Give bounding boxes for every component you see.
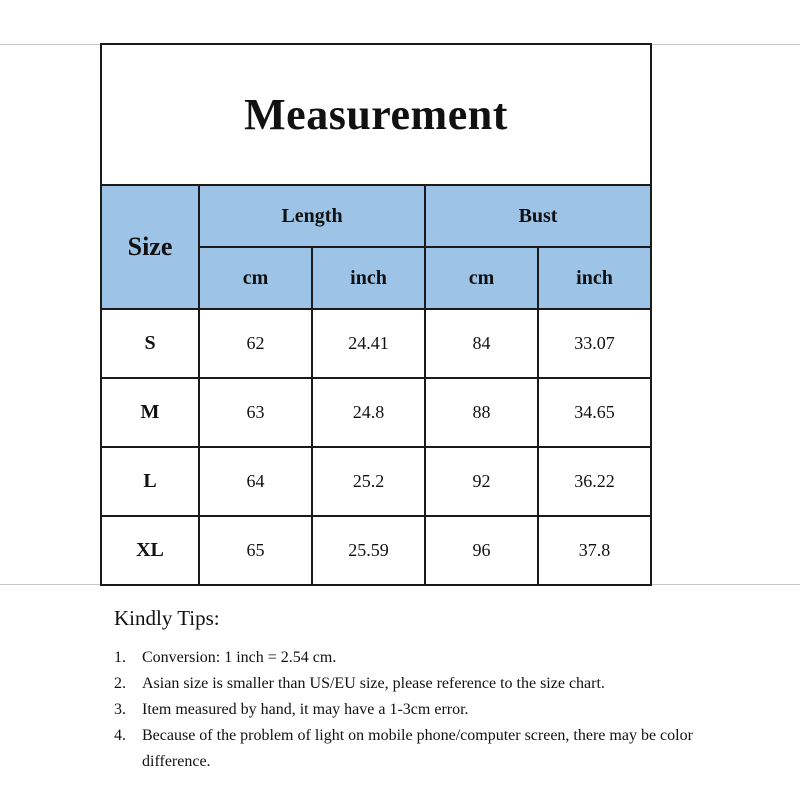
length-inch-cell: 24.41 (312, 309, 425, 378)
tips-title: Kindly Tips: (114, 606, 220, 630)
list-item (114, 697, 764, 723)
list-item (114, 645, 764, 671)
table-row (101, 516, 651, 585)
length-inch-header: inch (312, 247, 425, 309)
list-item (114, 723, 764, 775)
kindly-tips (114, 606, 764, 775)
table-title: Measurement (101, 44, 651, 185)
size-cell: L (101, 447, 199, 516)
bust-cm-cell: 96 (425, 516, 538, 585)
list-item-number: 3. (114, 701, 126, 718)
bust-inch-header: inch (538, 247, 651, 309)
table-row (101, 309, 651, 378)
size-chart-table (100, 43, 652, 586)
size-cell: S (101, 309, 199, 378)
length-cm-header: cm (199, 247, 312, 309)
bust-cm-cell: 84 (425, 309, 538, 378)
list-item (114, 671, 764, 697)
bust-inch-cell: 34.65 (538, 378, 651, 447)
length-cm-cell: 64 (199, 447, 312, 516)
list-item-text: Item measured by hand, it may have a 1-3cm error. (142, 701, 469, 718)
list-item-text: Because of the problem of light on mobile phone/computer screen, there may be color difference. (142, 727, 693, 770)
length-inch-cell: 25.2 (312, 447, 425, 516)
size-cell: XL (101, 516, 199, 585)
length-cm-cell: 62 (199, 309, 312, 378)
length-inch-cell: 24.8 (312, 378, 425, 447)
bust-group-header: Bust (425, 185, 651, 247)
bust-cm-cell: 92 (425, 447, 538, 516)
bust-cm-header: cm (425, 247, 538, 309)
length-group-header: Length (199, 185, 425, 247)
size-column-header: Size (101, 185, 199, 309)
size-cell: M (101, 378, 199, 447)
bust-inch-cell: 36.22 (538, 447, 651, 516)
bust-inch-cell: 37.8 (538, 516, 651, 585)
tips-list (114, 645, 764, 775)
list-item-text: Asian size is smaller than US/EU size, please reference to the size chart. (142, 675, 605, 692)
length-inch-cell: 25.59 (312, 516, 425, 585)
bust-inch-cell: 33.07 (538, 309, 651, 378)
table-row (101, 378, 651, 447)
length-cm-cell: 65 (199, 516, 312, 585)
length-cm-cell: 63 (199, 378, 312, 447)
list-item-number: 1. (114, 649, 126, 666)
list-item-number: 4. (114, 727, 126, 744)
bust-cm-cell: 88 (425, 378, 538, 447)
list-item-text: Conversion: 1 inch = 2.54 cm. (142, 649, 337, 666)
list-item-number: 2. (114, 675, 126, 692)
table-row (101, 447, 651, 516)
